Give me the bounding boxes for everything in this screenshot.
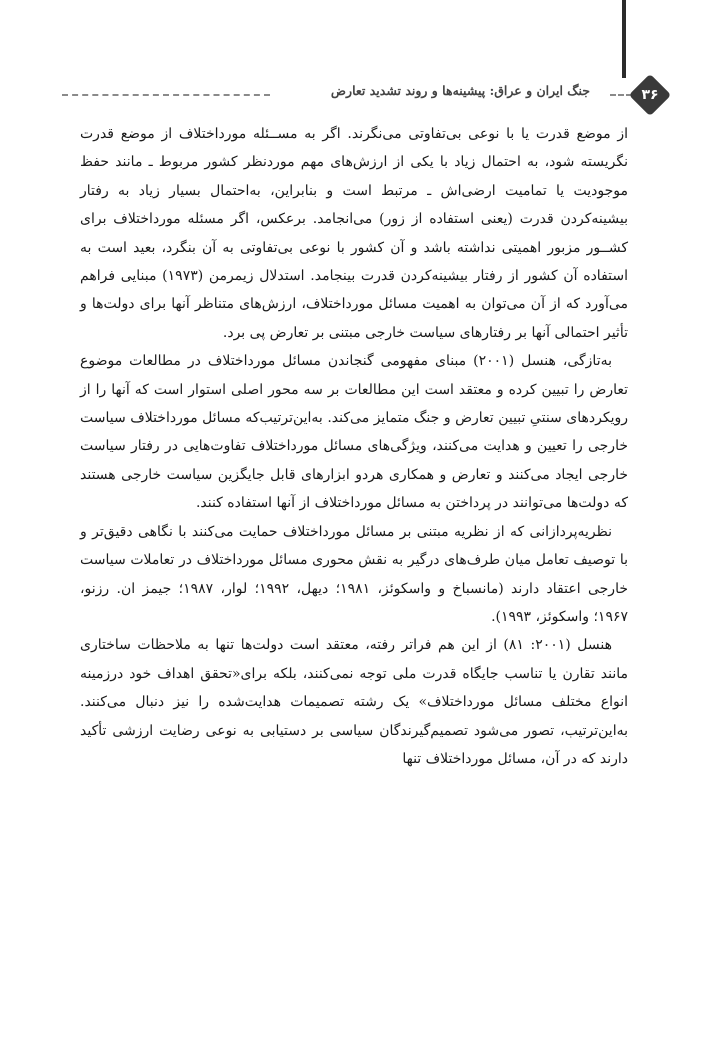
paragraph-4: هنسل (۲۰۰۱: ۸۱) از این هم فراتر رفته، معتقد است دولت‌ها تنها به ملاحظات ساختاری مانند تقارن یا تناسب جایگاه قدرت ملی توجه نمی‌کنند، بلکه برای«تحقق اهداف خود درزمینه انواع مختلف مسائل مورداختلاف» یک رشته تصمیمات هدایت‌شده را نیز دنبال می‌کنند. به‌این‌ترتیب، تصور می‌شود تصمیم‌گیرندگان سیاسی بر دستیابی به نوعی رضایت ارزشی تأکید دارند که در آن، مسائل مورداختلاف تنها [80,637,628,767]
body-text [80,120,628,773]
paragraph-3: نظریه‌پردازانی که از نظریه مبتنی بر مسائل مورداختلاف حمایت می‌کنند با نگاهی دقیق‌تر و با توصیف تعامل میان طرف‌های درگیر به نقش محوری مسائل مورداختلاف در تعاملات سیاست خارجی اعتقاد دارند (مانسباخ و واسکوئز، ۱۹۸۱؛ دیهل، ۱۹۹۲؛ لوار، ۱۹۸۷؛ جیمز ان. رزنو، ۱۹۶۷؛ واسکوئز، ۱۹۹۳). [80,523,628,625]
page-number: ۳۶ [641,87,659,103]
book-spine-line [622,0,626,78]
header-dashed-rule [62,94,270,96]
paragraph-2: به‌تازگی، هنسل (۲۰۰۱) مبنای مفهومی گنجاندن مسائل مورداختلاف در مطالعات موضوع تعارض را تبیین کرده و معتقد است این مطالعات بر سه محور اصلی استوار است که آنها را از رویکردهای سنتیِ تبیین تعارض و جنگ متمایز می‌کند. به‌این‌ترتیب‌که مسائل مورداختلاف سیاست خارجی را تعیین و هدایت می‌کنند، ویژگی‌های مسائل مورداختلاف تفاوت‌هایی در رفتار سیاست خارجی ایجاد می‌کنند و تعارض و همکاری هردو ابزارهای قابل جایگزین سیاست خارجی هستند که دولت‌ها می‌توانند در پرداختن به مسائل مورداختلاف از آنها استفاده کنند. [80,353,628,512]
page-header [62,80,659,110]
header-dashed-rule-short [610,94,632,96]
paragraph-1: از موضع قدرت یا با نوعی بی‌تفاوتی می‌نگرند. اگر به مســئله مورداختلاف از موضع قدرت نگریسته شود، به احتمال زیاد با یکی از ارزش‌های مهم موردنظر کشور مربوط ـ مانند حفظ موجودیت یا تمامیت ارضی‌اش ـ مرتبط است و بنابراین، به‌احتمال بسیار زیاد به رفتار بیشینه‌کردن قدرت (یعنی استفاده از زور) می‌انجامد. برعکس، اگر مسئله مورداختلاف برای کشــور مزبور اهمیتی نداشته باشد و آن کشور با نوعی بی‌تفاوتی به آن بنگرد، بعید است به استفاده آن کشور از رفتار بیشینه‌کردن قدرت بینجامد. استدلال زیمرمن (۱۹۷۳) مبنایی فراهم می‌آورد که از آن می‌توان به اهمیت مسائل مورداختلاف، ارزش‌های متناظر آنها برای دولت‌ها و تأثیر احتمالی آنها بر رفتارهای سیاست خارجی مبتنی بر تعارض پی برد. [80,126,628,341]
running-title: جنگ ایران و عراق: پیشینه‌ها و روند تشدید تعارض [330,83,590,98]
